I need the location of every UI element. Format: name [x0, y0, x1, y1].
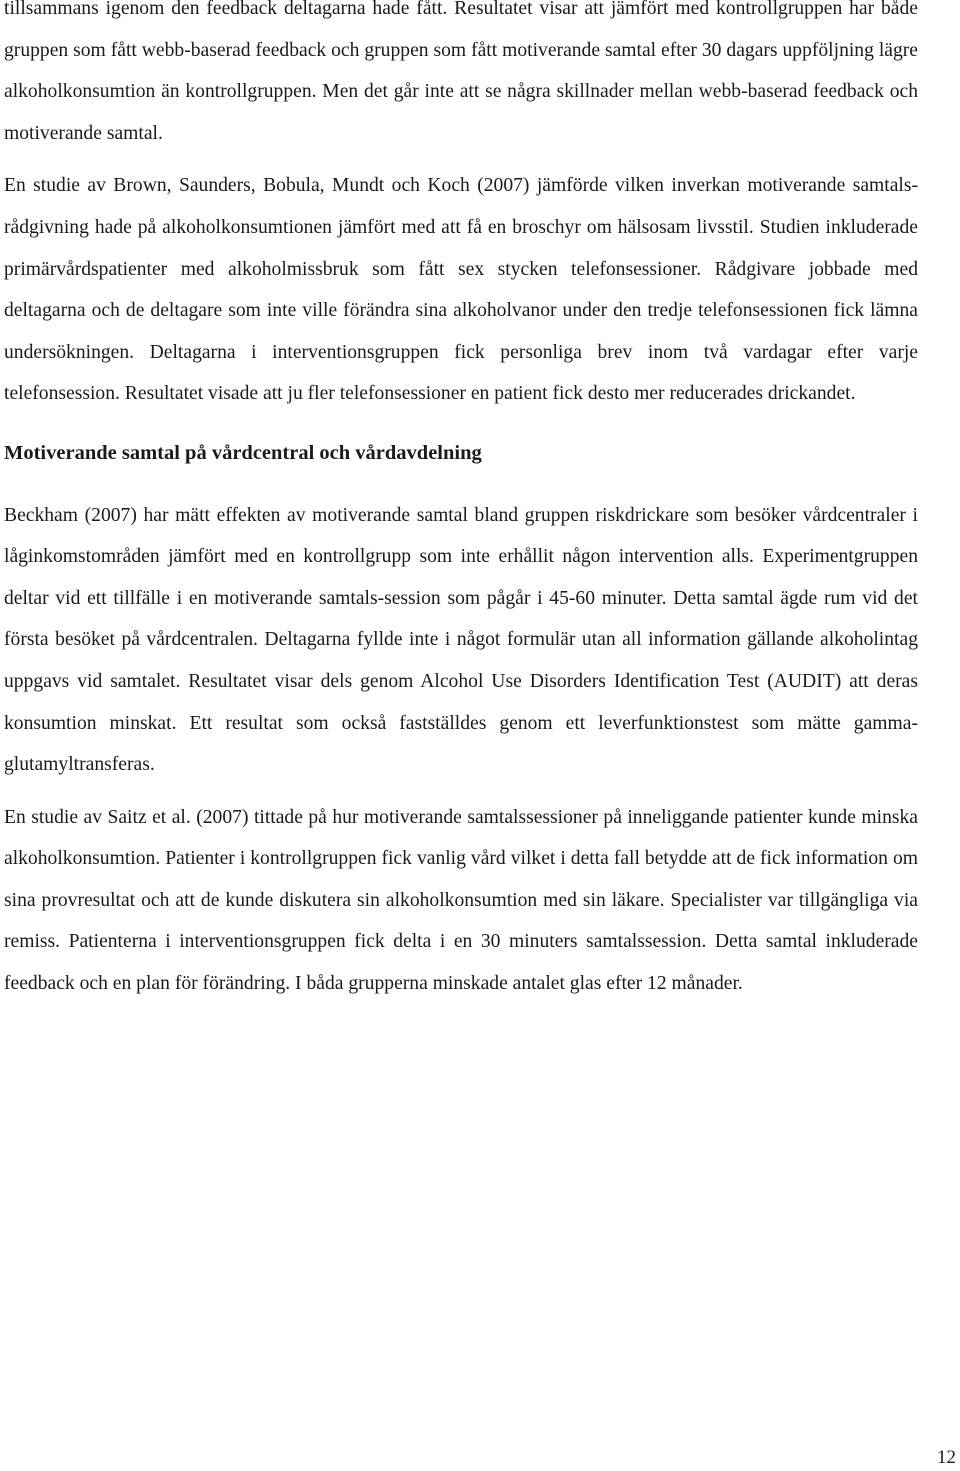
paragraph-web-feedback-results: tillsammans igenom den feedback deltagarna hade fått. Resultatet visar att jämfört med kontrollgruppen har både gruppen som fått webb-baserad feedback och gruppen som fått motiverande samtal efter 30 dagars uppföljning lägre alkoholkonsumtion än kontrollgruppen. Men det går inte att se några skillnader mellan webb-baserad feedback och motiverande samtal.: [4, 0, 918, 144]
paragraph-brown-study: En studie av Brown, Saunders, Bobula, Mundt och Koch (2007) jämförde vilken inverkan motiverande samtals- rådgivning hade på alkoholkonsumtionen jämfört med att få en broschyr om hälsosam livsstil. Studien inkluderade primärvårdspatienter med alkoholmissbruk som fått sex stycken telefonsessioner. Rådgivare jobbade med deltagarna och de deltagare som inte ville förändra sina alkoholvanor under den tredje telefonsessionen fick lämna undersökningen. Deltagarna i interventionsgruppen fick personliga brev inom två vardagar efter varje telefonsession. Resultatet visade att ju fler telefonsessioner en patient fick desto mer reducerades drickandet.: [4, 175, 918, 405]
paragraph-beckham-study: Beckham (2007) har mätt effekten av motiverande samtal bland gruppen riskdrickare som besöker vårdcentraler i låginkomstområden jämfört med en kontrollgrupp som inte erhållit någon intervention alls. Experimentgruppen deltar vid ett tillfälle i en motiverande samtals-session som pågår i 45-60 minuter. Detta samtal ägde rum vid det första besöket på vårdcentralen. Deltagarna fyllde inte i något formulär utan all information gällande alkoholintag uppgavs vid samtalet. Resultatet visar dels genom Alcohol Use Disorders Identification Test (AUDIT) att deras konsumtion minskat. Ett resultat som också fastställdes genom ett leverfunktionstest som mätte gamma-glutamyltransferas.: [4, 504, 918, 776]
page-number: 12: [937, 1447, 956, 1468]
section-heading: Motiverande samtal på vårdcentral och vårdavdelning: [4, 441, 482, 464]
document-page: [4, 0, 918, 1005]
paragraph-saitz-study: En studie av Saitz et al. (2007) tittade på hur motiverande samtalssessioner på inneliggande patienter kunde minska alkoholkonsumtion. Patienter i kontrollgruppen fick vanlig vård vilket i detta fall betydde att de fick information om sina provresultat och att de kunde diskutera sin alkoholkonsumtion med sin läkare. Specialister var tillgängliga via remiss. Patienterna i interventionsgruppen fick delta i en 30 minuters samtalssession. Detta samtal inkluderade feedback och en plan för förändring. I båda grupperna minskade antalet glas efter 12 månader.: [4, 806, 918, 995]
